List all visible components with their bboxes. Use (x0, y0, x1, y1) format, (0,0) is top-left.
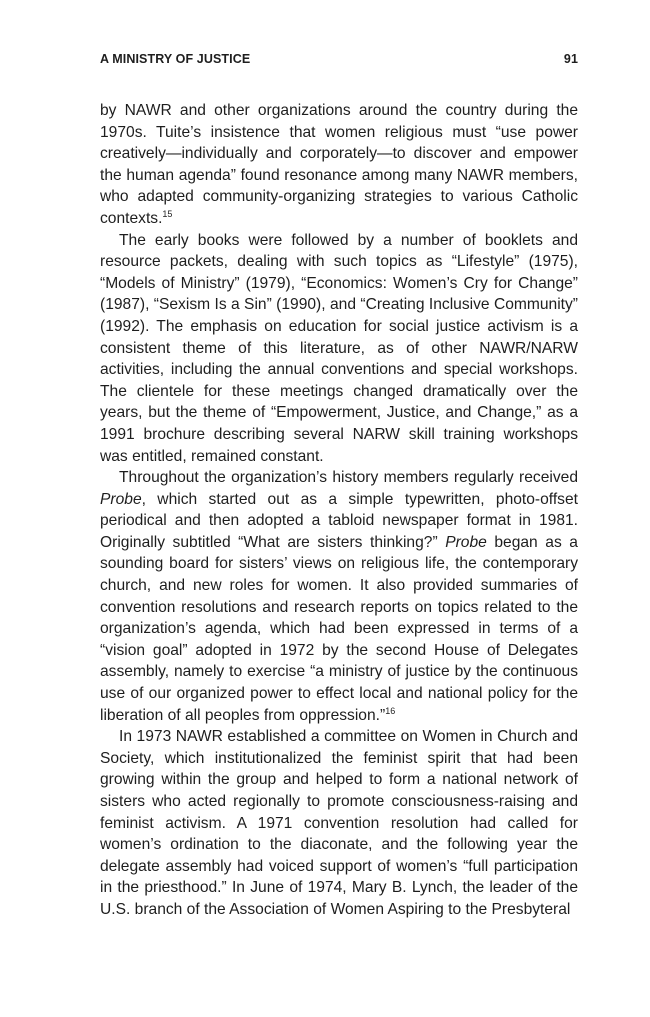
paragraph-3-text-c: , which started out as a simple typewritten, photo-offset periodical and then adopted a tabloid newspaper format in 1981. Originally subtitled “What are sisters thinking?” (100, 490, 578, 551)
paragraph-3-text-a: Throughout the organization’s history members regularly received (119, 469, 578, 487)
footnote-ref-15: 15 (162, 208, 173, 219)
paragraph-4-text: In 1973 NAWR established a committee on Women in Church and Society, which institutionalized the feminist spirit that had been growing within the group and helped to form a national network of sisters who acted regionally to promote consciousness-raising and feminist activism. A 1971 convention resolution had called for women’s ordination to the diaconate, and the following year the delegate assembly had voiced support of women’s “full participation in the priesthood.” In June of 1974, Mary B. Lynch, the leader of the U.S. branch of the Association of Women Aspiring to the Presbyteral (100, 728, 578, 918)
running-head-title: A MINISTRY OF JUSTICE (100, 52, 251, 66)
paragraph-3 (100, 467, 578, 726)
body-text (100, 100, 578, 921)
footnote-ref-16: 16 (385, 705, 396, 716)
paragraph-3-text-e: began as a sounding board for sisters’ views on religious life, the contemporary church, and new roles for women. It also provided summaries of convention resolutions and research reports on topics related to the organization’s agenda, which had been expressed in terms of a “vision goal” adopted in 1972 by the second House of Delegates assembly, namely to exercise “a ministry of justice by the continuous use of our organized power to effect local and national policy for the liberation of all peoples from oppression.” (100, 533, 578, 724)
paragraph-4 (100, 726, 578, 920)
probe-title-1: Probe (100, 490, 142, 508)
running-header (100, 52, 578, 70)
page-number: 91 (563, 52, 578, 66)
paragraph-1-text: by NAWR and other organizations around the country during the 1970s. Tuite’s insistence that women religious must “use power creatively—individually and corporately—to discover and empower the human agenda” found resonance among many NAWR members, who adapted community-organizing strategies to various Catholic contexts. (100, 102, 578, 227)
paragraph-2-text: The early books were followed by a number of booklets and resource packets, dealing with such topics as “Lifestyle” (1975), “Models of Ministry” (1979), “Economics: Women’s Cry for Change” (1987), “Sexism Is a Sin” (1990), and “Creating Inclusive Community” (1992). The emphasis on education for social justice activism is a consistent theme of this literature, as of other NAWR/NARW activities, including the annual conventions and special workshops. The clientele for these meetings changed dramatically over the years, but the theme of “Empowerment, Justice, and Change,” as a 1991 brochure describing several NARW skill training workshops was entitled, remained constant. (100, 231, 578, 465)
probe-title-2: Probe (445, 533, 487, 551)
paragraph-1 (100, 100, 578, 230)
paragraph-2 (100, 230, 578, 468)
